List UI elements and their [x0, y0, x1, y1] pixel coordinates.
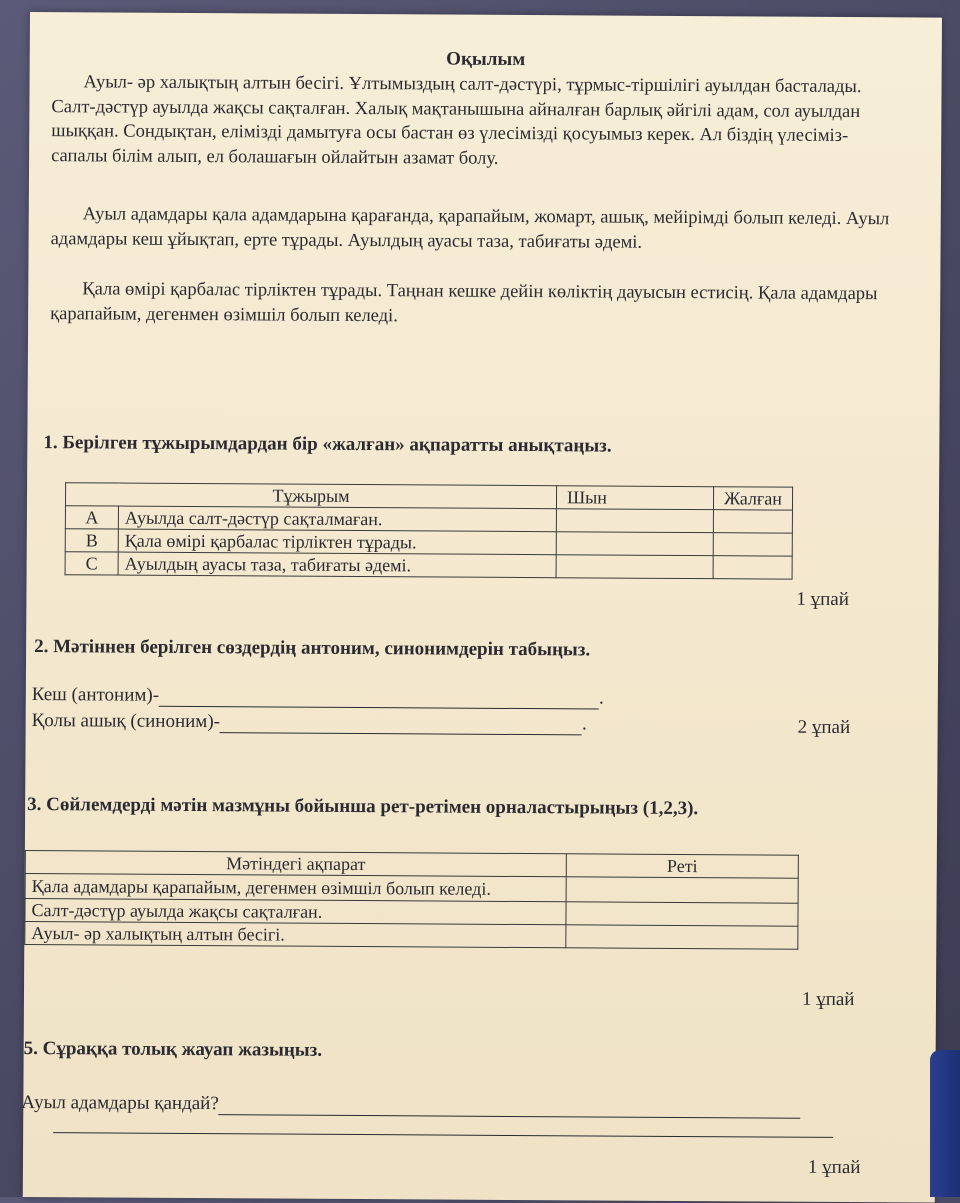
question-1-points: 1 ұпай [796, 588, 850, 611]
row-statement: Қала өмірі қарбалас тірліктен тұрады. [118, 529, 556, 555]
order-answer-cell[interactable] [566, 877, 798, 903]
header-false: Жалған [713, 487, 792, 510]
true-answer-cell[interactable] [556, 555, 713, 579]
paragraph-3-text: Қала өмірі қарбалас тірліктен тұрады. Таңнан кешке дейін көліктің дауысын естисің. Қала адамдары қарапайым, дегенмен өзімшіл болып келеді. [50, 279, 878, 326]
question-2-text: 2. Мәтіннен берілген сөздердің антоним, синонимдерін табыңыз. [34, 636, 591, 661]
row-letter: A [65, 506, 118, 529]
order-answer-cell[interactable] [566, 925, 798, 949]
synonym-answer-field[interactable] [220, 714, 582, 735]
blue-pen-cap [930, 1050, 960, 1197]
question-5-answer-field[interactable] [219, 1096, 801, 1119]
question-1-text: 1. Берілген тұжырымдардан бір «жалған» ақпаратты анықтаңыз. [43, 432, 612, 457]
header-statement: Тұжырым [65, 483, 556, 509]
false-answer-cell[interactable] [713, 533, 792, 556]
antonym-line: Кеш (антоним)- . [31, 684, 604, 709]
paragraph-1-text: Ауыл- әр халықтың алтын бесігі. Ұлтымыздың салт-дәстүрі, тұрмыс-тіршілігі ауылдан басталады. Салт-дәстүр ауылда жақсы сақталған. Халық мақтанышына айналған барлық әйгілі адам, сол ауылдан шыққан. Сондықтан, елімізді дамытуға осы бастан өз үлесімізді қосуымыз керек. Ал біздің үлесіміз-сапалы білім алып, ел болашағын ойлайтын азамат болу. [51, 72, 862, 169]
question-3-text: 3. Сөйлемдерді мәтін мазмұны бойынша рет-ретімен орналастырыңыз (1,2,3). [27, 793, 699, 820]
table-row [25, 921, 798, 949]
worksheet-page [23, 12, 942, 1203]
row-statement: Ауылдың ауасы таза, табиғаты әдемі. [118, 552, 556, 578]
page-title: Оқылым [446, 48, 526, 71]
paragraph-2 [51, 202, 891, 256]
row-info: Салт-дәстүр ауылда жақсы сақталған. [25, 898, 566, 924]
row-letter: C [65, 552, 118, 575]
row-letter: B [65, 529, 118, 552]
row-statement: Ауылда салт-дәстүр сақталмаған. [118, 506, 556, 532]
antonym-label: Кеш (антоним)- [31, 684, 160, 706]
synonym-line: Қолы ашық (синоним)- . [31, 710, 587, 735]
row-info: Ауыл- әр халықтың алтын бесігі. [25, 921, 566, 947]
row-info-text: Қала адамдары қарапайым, дегенмен өзімшіл болып келеді. [31, 876, 491, 899]
question-5-prompt-line [21, 1092, 801, 1119]
false-answer-cell[interactable] [713, 556, 792, 579]
question-5-answer-line-2[interactable] [53, 1132, 833, 1138]
question-1-table [65, 482, 794, 579]
synonym-label: Қолы ашық (синоним)- [31, 710, 221, 733]
question-3-table [24, 850, 799, 950]
question-5-prompt: Ауыл адамдары қандай? [21, 1091, 219, 1115]
row-info [25, 873, 566, 901]
paragraph-1 [51, 70, 892, 173]
question-3-points: 1 ұпай [801, 988, 855, 1011]
order-answer-cell[interactable] [566, 902, 798, 926]
header-true: Шын [556, 486, 713, 510]
table-row [65, 552, 792, 579]
antonym-answer-field[interactable] [159, 688, 599, 710]
true-answer-cell[interactable] [556, 509, 713, 533]
question-5-text: 5. Сұраққа толық жауап жазыңыз. [23, 1037, 323, 1061]
paragraph-3 [50, 277, 890, 331]
header-order: Реті [566, 854, 798, 878]
question-5-points: 1 ұпай [807, 1156, 861, 1179]
false-answer-cell[interactable] [713, 510, 792, 533]
true-answer-cell[interactable] [556, 532, 713, 556]
question-2-points: 2 ұпай [797, 716, 851, 739]
paragraph-2-text: Ауыл адамдары қала адамдарына қарағанда, қарапайым, жомарт, ашық, мейірімді болып келеді. Ауыл адамдары кеш ұйықтап, ерте тұрады. Ауылдың ауасы таза, табиғаты әдемі. [50, 204, 890, 253]
header-info: Мәтіндегі ақпарат [25, 850, 566, 876]
